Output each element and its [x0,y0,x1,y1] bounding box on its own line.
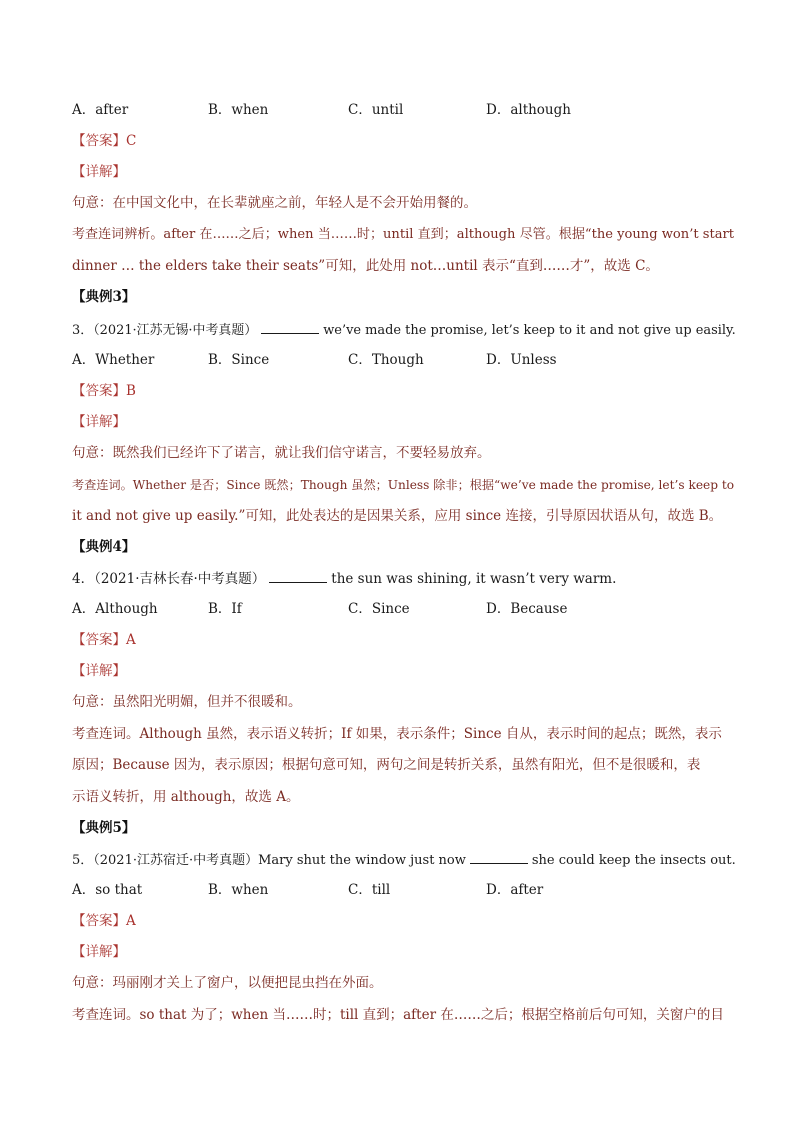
example-3-explain-line-2: it and not give up easily.”可知，此处表达的是因果关系，应用 since 连接，引导原因状语从句，故选 B。 [72,508,723,524]
example-4-explain-line-2: 原因；Because 因为，表示原因；根据句意可知，两句之间是转折关系，虽然有阳光，但不是很暖和，表 [72,757,701,773]
q2-detail-label: 【详解】 [72,164,126,180]
stem-source: 5．（2021·江苏宿迁·中考真题）Mary shut the window just now [72,853,466,868]
option-c: C．Though [348,352,424,368]
answer-value: A [126,632,136,648]
example-4-explain-line-1: 考查连词。Although 虽然，表示语义转折；If 如果，表示条件；Since 自从，表示时间的起点；既然，表示 [72,726,722,742]
answer-blank [269,568,327,583]
stem-text: the sun was shining, it wasn’t very warm. [331,571,617,587]
option-d: D．Unless [486,352,557,368]
answer-label: 【答案】 [72,133,126,149]
example-3-answer [72,381,136,401]
example-5-meaning: 句意：玛丽刚才关上了窗户，以便把昆虫挡在外面。 [72,975,383,991]
example-4-stem [72,568,616,589]
stem-source: 3．（2021·江苏无锡·中考真题） [72,323,258,338]
answer-label: 【答案】 [72,913,126,929]
example-3-explain-line-1: 考查连词。Whether 是否；Since 既然；Though 虽然；Unless 除非；根据“we’ve made the promise, let’s keep to [72,478,735,492]
option-b: B．when [208,102,269,118]
answer-value: B [126,383,136,399]
q2-answer [72,131,136,151]
example-3-detail-label: 【详解】 [72,414,126,430]
stem-source: 4．（2021·吉林长春·中考真题） [72,571,266,587]
answer-label: 【答案】 [72,632,126,648]
option-c: C．until [348,102,404,118]
answer-blank [470,849,528,864]
option-a: A．Although [72,601,158,617]
option-b: B．when [208,882,269,898]
example-3-heading: 【典例3】 [72,289,136,305]
example-4-answer [72,630,136,650]
example-5-heading: 【典例5】 [72,820,136,836]
option-b: B．If [208,601,242,617]
example-5-stem [72,849,736,871]
answer-label: 【答案】 [72,383,126,399]
example-3-meaning: 句意：既然我们已经许下了诺言，就让我们信守诺言，不要轻易放弃。 [72,445,491,461]
stem-text: she could keep the insects out. [531,853,736,868]
option-a: A．after [72,102,129,118]
answer-value: A [126,913,136,929]
example-3-stem [72,319,736,341]
option-c: C．till [348,882,391,898]
q2-explain-line-1: 考查连词辨析。after 在……之后；when 当……时；until 直到；although 尽管。根据“the young won’t start [72,227,734,242]
example-5-explain-line-1: 考查连词。so that 为了；when 当……时；till 直到；after 在……之后；根据空格前后句可知，关窗户的目 [72,1007,724,1023]
option-a: A．so that [72,882,143,898]
q2-meaning: 句意：在中国文化中，在长辈就座之前，年轻人是不会开始用餐的。 [72,195,477,211]
option-c: C．Since [348,601,410,617]
option-d: D．although [486,102,571,118]
answer-blank [261,319,319,334]
answer-value: C [126,133,137,149]
option-d: D．after [486,882,544,898]
example-5-detail-label: 【详解】 [72,944,126,960]
example-4-meaning: 句意：虽然阳光明媚，但并不很暖和。 [72,694,302,710]
option-a: A．Whether [72,352,155,368]
option-b: B．Since [208,352,270,368]
q2-explain-line-2: dinner … the elders take their seats”可知，此处用 not…until 表示“直到……才”，故选 C。 [72,258,659,274]
example-4-heading: 【典例4】 [72,539,136,555]
example-4-detail-label: 【详解】 [72,663,126,679]
stem-text: we’ve made the promise, let’s keep to it and not give up easily. [323,323,736,338]
example-5-answer [72,911,136,931]
option-d: D．Because [486,601,568,617]
example-4-explain-line-3: 示语义转折，用 although，故选 A。 [72,789,300,805]
